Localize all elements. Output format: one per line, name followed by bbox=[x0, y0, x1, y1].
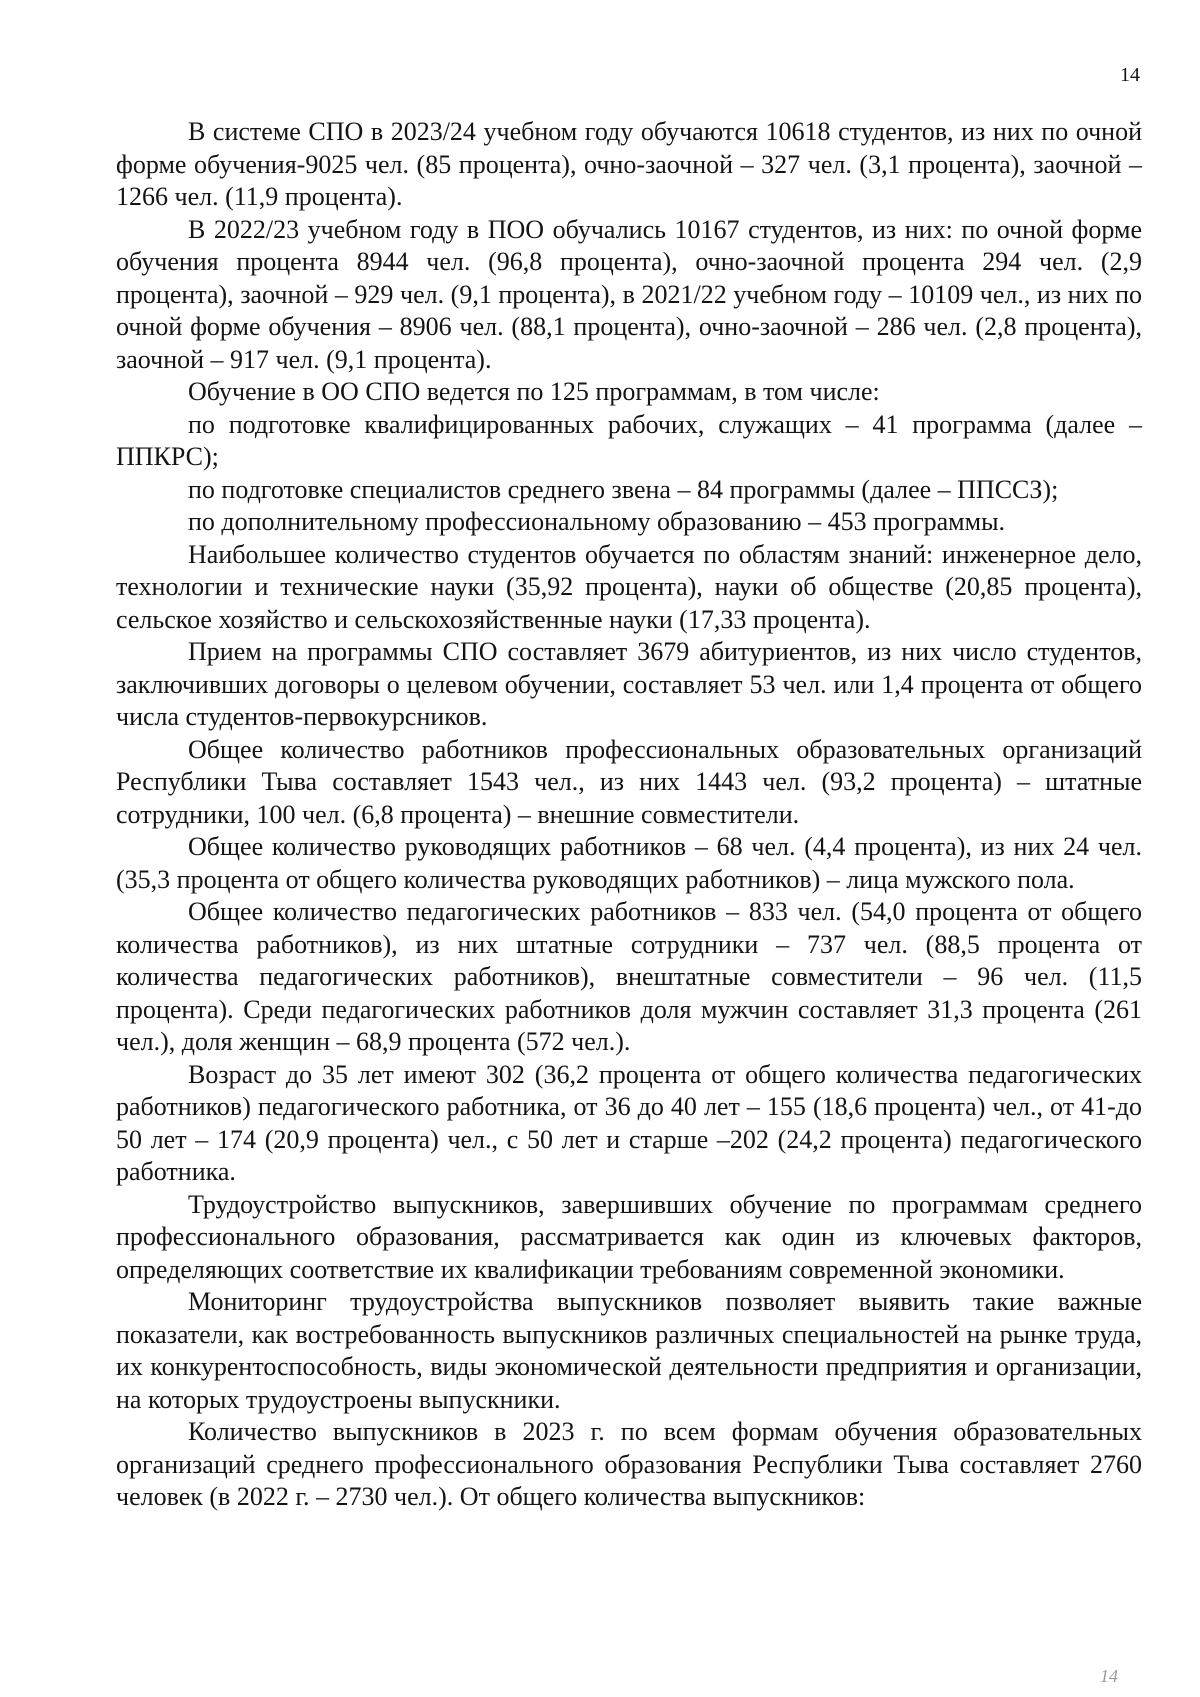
paragraph-teacher-age: Возраст до 35 лет имеют 302 (36,2 процента от общего количества педагогических работников) педагогического работника, от 36 до 40 лет – 155 (18,6 процента) чел., от 41-до 50 лет – 174 (20,9 процента) чел., с 50 лет и старше –202 (24,2 процента) педагогического работника. bbox=[116, 1059, 1142, 1186]
document-body bbox=[116, 116, 1142, 1514]
paragraph-knowledge-areas: Наибольшее количество студентов обучается по областям знаний: инженерное дело, технологии и технические науки (35,92 процента), науки об обществе (20,85 процента), сельское хозяйство и сельскохозяйственные науки (17,33 процента). bbox=[116, 539, 1142, 634]
paragraph-poo-enrollment-2022: В 2022/23 учебном году в ПОО обучались 10167 студентов, из них: по очной форме обучения процента 8944 чел. (96,8 процента), очно-заочной процента 294 чел. (2,9 процента), заочной – 929 чел. (9,1 процента), в 2021/22 учебном году – 10109 чел., из них по очной форме обучения – 8906 чел. (88,1 процента), очно-заочной – 286 чел. (2,8 процента), заочной – 917 чел. (9,1 процента). bbox=[116, 214, 1142, 374]
paragraph-staff-total: Общее количество работников профессиональных образовательных организаций Республики Тыва составляет 1543 чел., из них 1443 чел. (93,2 процента) – штатные сотрудники, 100 чел. (6,8 процента) – внешние совместители. bbox=[116, 734, 1142, 829]
paragraph-programs-total: Обучение в ОО СПО ведется по 125 программам, в том числе: bbox=[188, 377, 880, 406]
paragraph-graduates: Количество выпускников в 2023 г. по всем формам обучения образовательных организаций среднего профессионального образования Республики Тыва составляет 2760 человек (в 2022 г. – 2730 чел.). От общего количества выпускников: bbox=[116, 1417, 1142, 1511]
paragraph-teachers: Общее количество педагогических работников – 833 чел. (54,0 процента от общего количества работников), из них штатные сотрудники – 737 чел. (88,5 процента от количества педагогических работников), внештатные совместители – 96 чел. (11,5 процента). Среди педагогических работников доля мужчин составляет 31,3 процента (261 чел.), доля женщин – 68,9 процента (572 чел.). bbox=[116, 897, 1142, 1056]
corner-page-mark: 14 bbox=[1100, 1666, 1118, 1686]
page-number: 14 bbox=[1120, 64, 1140, 86]
paragraph-ppkrs: по подготовке квалифицированных рабочих, служащих – 41 программа (далее – ППКРС); bbox=[116, 409, 1142, 471]
paragraph-admission: Прием на программы СПО составляет 3679 абитуриентов, из них число студентов, заключивших договоры о целевом обучении, составляет 53 чел. или 1,4 процента от общего числа студентов-первокурсников. bbox=[116, 637, 1142, 731]
paragraph-additional-education: по дополнительному профессиональному образованию – 453 программы. bbox=[188, 507, 1006, 536]
paragraph-spo-enrollment-2023: В системе СПО в 2023/24 учебном году обучаются 10618 студентов, из них по очной форме обучения-9025 чел. (85 процента), очно-заочной – 327 чел. (3,1 процента), заочной – 1266 чел. (11,9 процента). bbox=[116, 117, 1142, 211]
paragraph-managers: Общее количество руководящих работников – 68 чел. (4,4 процента), из них 24 чел. (35,3 процента от общего количества руководящих работников) – лица мужского пола. bbox=[116, 832, 1142, 894]
paragraph-monitoring: Мониторинг трудоустройства выпускников позволяет выявить такие важные показатели, как востребованность выпускников различных специальностей на рынке труда, их конкурентоспособность, виды экономической деятельности предприятия и организации, на которых трудоустроены выпускники. bbox=[116, 1287, 1142, 1414]
paragraph-ppssz: по подготовке специалистов среднего звена – 84 программы (далее – ППССЗ); bbox=[188, 474, 1059, 504]
paragraph-employment: Трудоустройство выпускников, завершивших обучение по программам среднего профессионального образования, рассматривается как один из ключевых факторов, определяющих соответствие их квалификации требованиям современной экономики. bbox=[116, 1189, 1142, 1284]
